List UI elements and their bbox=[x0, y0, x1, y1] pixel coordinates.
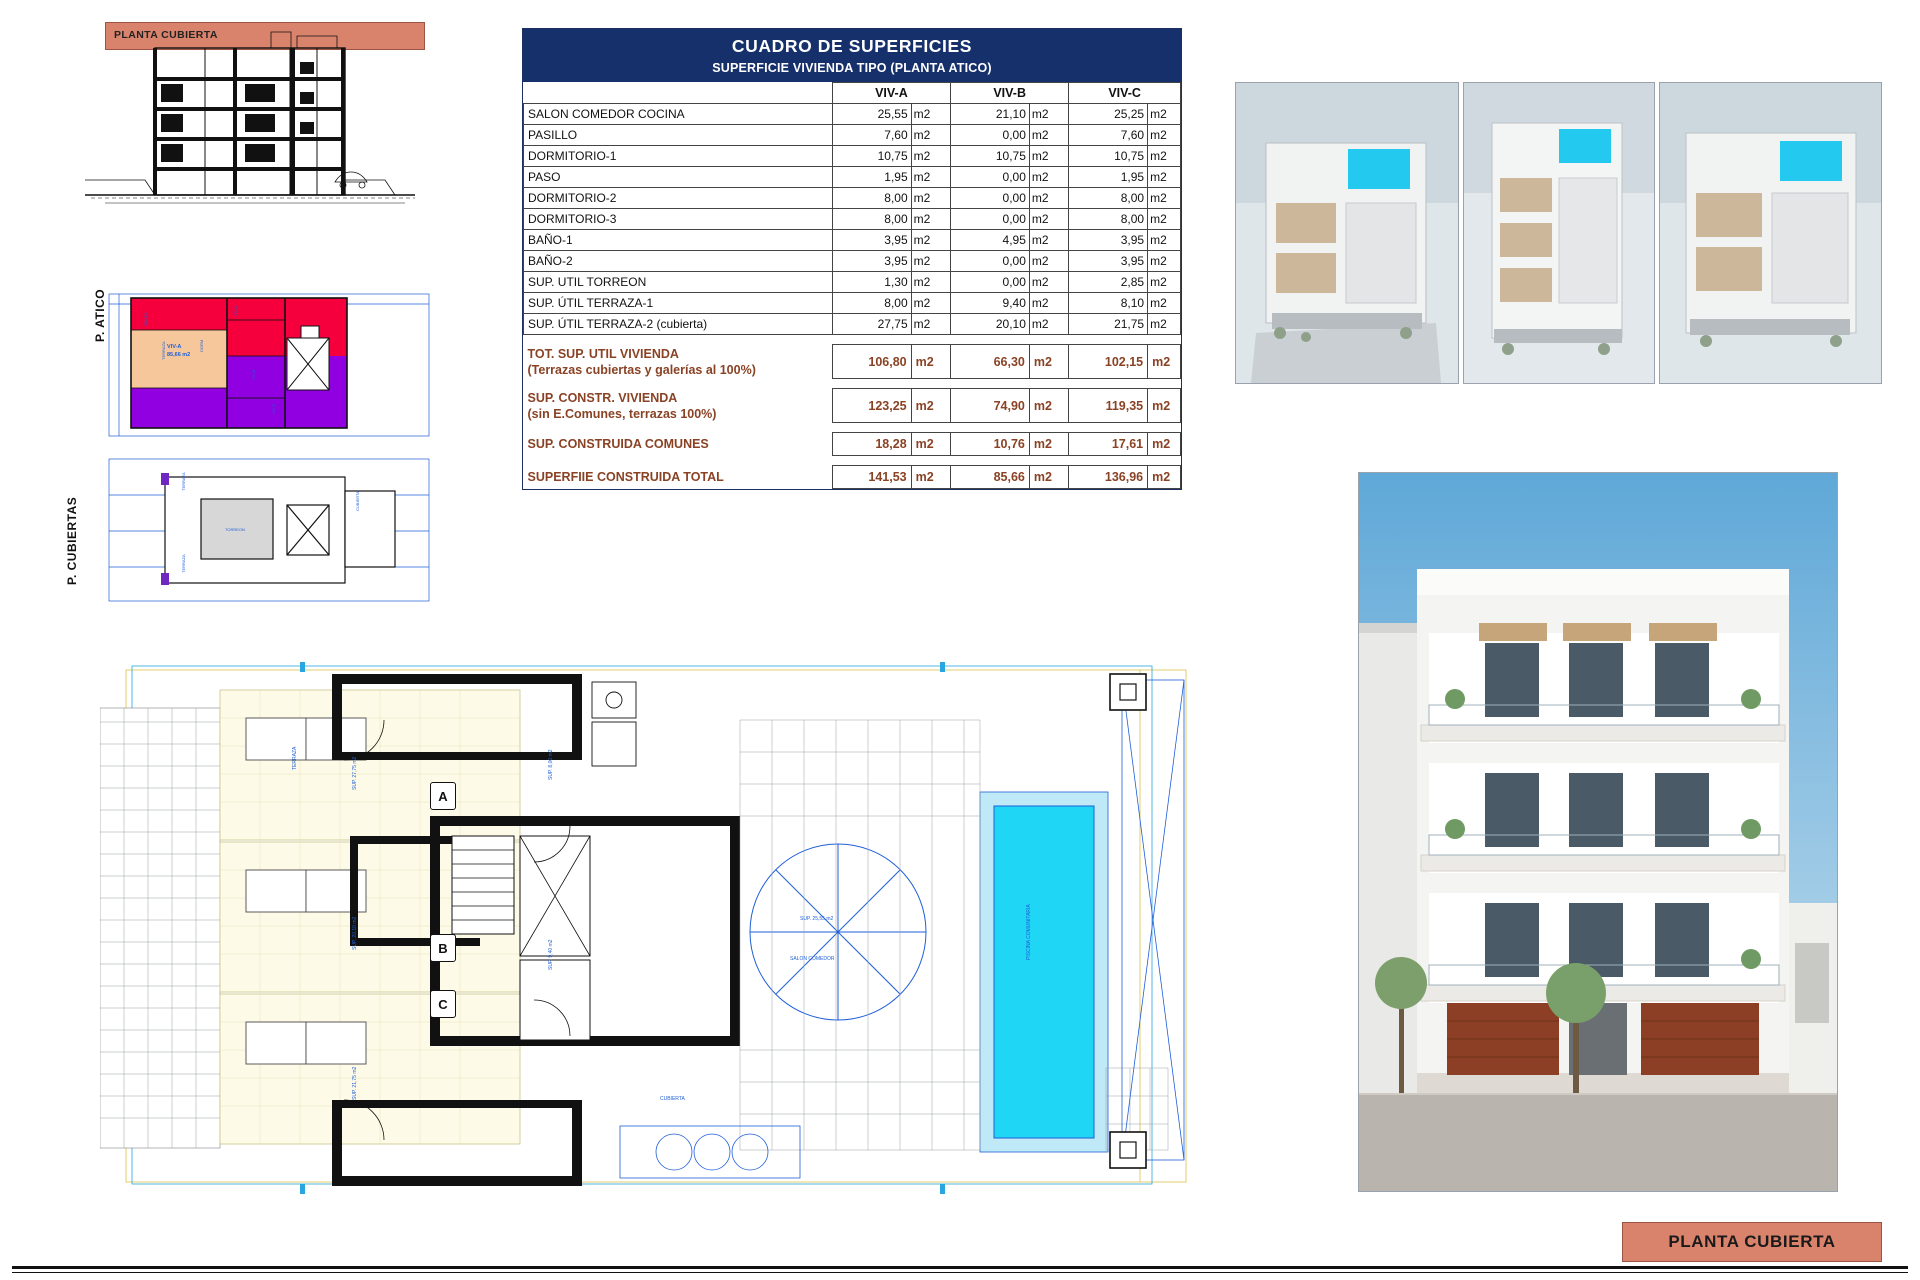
summary-unit: m2 bbox=[1148, 345, 1181, 379]
svg-text:SUP. 8,00 m2: SUP. 8,00 m2 bbox=[548, 749, 554, 780]
row-value: 1,95 bbox=[1069, 167, 1148, 188]
title-block-text: PLANTA CUBIERTA bbox=[1668, 1232, 1836, 1251]
table-row bbox=[524, 104, 1181, 125]
summary-value: 17,61 bbox=[1069, 433, 1148, 456]
table-row bbox=[524, 188, 1181, 209]
aerial-view-left bbox=[1235, 82, 1459, 384]
table-row bbox=[524, 230, 1181, 251]
row-unit: m2 bbox=[911, 230, 950, 251]
row-unit: m2 bbox=[1148, 251, 1181, 272]
row-unit: m2 bbox=[1029, 209, 1068, 230]
atico-color-plan bbox=[93, 288, 435, 440]
row-label: SALON COMEDOR COCINA bbox=[524, 104, 833, 125]
row-unit: m2 bbox=[1029, 146, 1068, 167]
sheet-border-line-2 bbox=[12, 1272, 1908, 1273]
aerial-render-strip bbox=[1235, 82, 1880, 382]
row-value: 0,00 bbox=[951, 188, 1030, 209]
table-row bbox=[524, 272, 1181, 293]
row-value: 8,00 bbox=[1069, 188, 1148, 209]
summary-value: 18,28 bbox=[832, 433, 911, 456]
row-label: DORMITORIO-1 bbox=[524, 146, 833, 167]
svg-text:SUP. 20,10 m2: SUP. 20,10 m2 bbox=[352, 916, 358, 950]
svg-text:VIV-A: VIV-A bbox=[167, 344, 182, 350]
row-value: 25,55 bbox=[832, 104, 911, 125]
table-row bbox=[524, 251, 1181, 272]
row-unit: m2 bbox=[1148, 272, 1181, 293]
svg-text:VIV-B: VIV-B bbox=[251, 369, 256, 380]
table-spacer bbox=[524, 379, 1181, 389]
row-label: BAÑO-1 bbox=[524, 230, 833, 251]
table-summary-row bbox=[524, 466, 1181, 489]
cubiertas-plan-label: P. CUBIERTAS bbox=[65, 496, 79, 585]
row-unit: m2 bbox=[1148, 209, 1181, 230]
row-unit: m2 bbox=[1029, 104, 1068, 125]
row-value: 10,75 bbox=[1069, 146, 1148, 167]
aerial-view-center bbox=[1463, 82, 1655, 384]
title-block bbox=[1622, 1222, 1882, 1262]
col-head-viv-c: VIV-C bbox=[1069, 83, 1181, 104]
summary-label: SUPERFIIE CONSTRUIDA TOTAL bbox=[527, 470, 724, 484]
svg-text:TERRAZA: TERRAZA bbox=[181, 472, 186, 491]
table-row bbox=[524, 293, 1181, 314]
svg-text:TERRAZA: TERRAZA bbox=[292, 746, 298, 770]
row-unit: m2 bbox=[911, 125, 950, 146]
table-row bbox=[524, 167, 1181, 188]
row-value: 21,10 bbox=[951, 104, 1030, 125]
row-unit: m2 bbox=[1029, 272, 1068, 293]
svg-text:VIV-A: VIV-A bbox=[233, 305, 238, 316]
table-row bbox=[524, 146, 1181, 167]
cubiertas-plan bbox=[65, 455, 435, 605]
row-unit: m2 bbox=[911, 209, 950, 230]
summary-value: 119,35 bbox=[1069, 389, 1148, 423]
summary-value: 10,76 bbox=[951, 433, 1030, 456]
table-header-row bbox=[524, 83, 1181, 104]
atico-plan-svg bbox=[105, 290, 435, 440]
atico-plan-label: P. ATICO bbox=[93, 288, 107, 342]
row-unit: m2 bbox=[911, 188, 950, 209]
row-value: 3,95 bbox=[1069, 230, 1148, 251]
row-value: 7,60 bbox=[1069, 125, 1148, 146]
table-row bbox=[524, 314, 1181, 335]
section-svg bbox=[85, 22, 425, 212]
summary-unit: m2 bbox=[1148, 466, 1181, 489]
row-unit: m2 bbox=[1148, 230, 1181, 251]
row-value: 27,75 bbox=[832, 314, 911, 335]
svg-text:DORM: DORM bbox=[199, 339, 204, 352]
summary-unit: m2 bbox=[1029, 466, 1068, 489]
row-unit: m2 bbox=[911, 293, 950, 314]
svg-text:CUBIERTA: CUBIERTA bbox=[660, 1096, 685, 1102]
row-unit: m2 bbox=[911, 146, 950, 167]
row-unit: m2 bbox=[911, 251, 950, 272]
table-summary-row bbox=[524, 389, 1181, 423]
table-row bbox=[524, 125, 1181, 146]
surface-table-title: CUADRO DE SUPERFICIES bbox=[731, 36, 973, 56]
table-spacer bbox=[524, 456, 1181, 466]
floor-plan-svg bbox=[100, 660, 1210, 1200]
row-value: 0,00 bbox=[951, 209, 1030, 230]
svg-text:SALON COMEDOR: SALON COMEDOR bbox=[790, 956, 835, 962]
svg-text:SUP. 21,75 m2: SUP. 21,75 m2 bbox=[352, 1066, 358, 1100]
svg-text:SUP. 27,75 m2: SUP. 27,75 m2 bbox=[352, 756, 358, 790]
row-label: BAÑO-2 bbox=[524, 251, 833, 272]
summary-value: 141,53 bbox=[832, 466, 911, 489]
svg-text:SUP. 25,55 m2: SUP. 25,55 m2 bbox=[800, 916, 834, 922]
row-value: 7,60 bbox=[832, 125, 911, 146]
row-unit: m2 bbox=[911, 272, 950, 293]
summary-label: SUP. CONSTR. VIVIENDA (sin E.Comunes, terrazas 100%) bbox=[527, 390, 717, 421]
row-value: 8,00 bbox=[832, 293, 911, 314]
surface-table bbox=[522, 28, 1182, 490]
surface-table-grid bbox=[523, 82, 1181, 489]
row-unit: m2 bbox=[1148, 314, 1181, 335]
summary-value: 136,96 bbox=[1069, 466, 1148, 489]
col-head-viv-a: VIV-A bbox=[832, 83, 950, 104]
section-label-text: PLANTA CUBIERTA bbox=[114, 29, 218, 41]
table-spacer bbox=[524, 423, 1181, 433]
summary-unit: m2 bbox=[911, 345, 950, 379]
summary-value: 123,25 bbox=[832, 389, 911, 423]
summary-unit: m2 bbox=[1029, 389, 1068, 423]
surface-table-subtitle: SUPERFICIE VIVIENDA TIPO (PLANTA ATICO) bbox=[712, 61, 992, 75]
svg-text:TERRAZA: TERRAZA bbox=[161, 341, 166, 360]
main-floor-plan bbox=[100, 660, 1210, 1200]
row-unit: m2 bbox=[911, 314, 950, 335]
row-unit: m2 bbox=[1029, 293, 1068, 314]
col-head-viv-b: VIV-B bbox=[951, 83, 1069, 104]
surface-table-header bbox=[523, 29, 1181, 82]
summary-value: 106,80 bbox=[832, 345, 911, 379]
svg-text:85,66 m2: 85,66 m2 bbox=[167, 352, 191, 358]
summary-unit: m2 bbox=[1148, 389, 1181, 423]
row-value: 8,00 bbox=[1069, 209, 1148, 230]
row-unit: m2 bbox=[1029, 125, 1068, 146]
row-value: 3,95 bbox=[832, 251, 911, 272]
summary-unit: m2 bbox=[911, 433, 950, 456]
row-value: 25,25 bbox=[1069, 104, 1148, 125]
row-value: 4,95 bbox=[951, 230, 1030, 251]
row-unit: m2 bbox=[1148, 167, 1181, 188]
section-drawing bbox=[85, 22, 425, 212]
row-value: 0,00 bbox=[951, 251, 1030, 272]
summary-value: 85,66 bbox=[951, 466, 1030, 489]
summary-unit: m2 bbox=[1148, 433, 1181, 456]
row-value: 9,40 bbox=[951, 293, 1030, 314]
row-label: PASILLO bbox=[524, 125, 833, 146]
summary-label: SUP. CONSTRUIDA COMUNES bbox=[527, 437, 709, 451]
svg-text:SALON: SALON bbox=[143, 312, 148, 326]
row-unit: m2 bbox=[1148, 188, 1181, 209]
svg-text:VIV-C: VIV-C bbox=[271, 403, 276, 414]
svg-text:TERRAZA: TERRAZA bbox=[181, 554, 186, 573]
summary-label: TOT. SUP. UTIL VIVIENDA (Terrazas cubiertas y galerías al 100%) bbox=[527, 346, 756, 377]
table-summary-row bbox=[524, 433, 1181, 456]
summary-unit: m2 bbox=[1029, 433, 1068, 456]
row-label: SUP. UTIL TORREON bbox=[524, 272, 833, 293]
table-summary-row bbox=[524, 345, 1181, 379]
svg-text:SUP. 9,40 m2: SUP. 9,40 m2 bbox=[548, 939, 554, 970]
unit-badge-a: A bbox=[430, 782, 456, 810]
row-value: 0,00 bbox=[951, 125, 1030, 146]
summary-unit: m2 bbox=[911, 466, 950, 489]
row-value: 1,30 bbox=[832, 272, 911, 293]
row-unit: m2 bbox=[1148, 125, 1181, 146]
row-value: 1,95 bbox=[832, 167, 911, 188]
row-label: SUP. ÚTIL TERRAZA-1 bbox=[524, 293, 833, 314]
row-value: 3,95 bbox=[1069, 251, 1148, 272]
row-unit: m2 bbox=[1148, 104, 1181, 125]
cubiertas-plan-svg bbox=[105, 455, 435, 605]
aerial-view-right bbox=[1659, 82, 1882, 384]
row-unit: m2 bbox=[1029, 251, 1068, 272]
col-head-blank bbox=[524, 83, 833, 104]
row-value: 21,75 bbox=[1069, 314, 1148, 335]
street-facade-render bbox=[1358, 472, 1838, 1192]
row-unit: m2 bbox=[911, 104, 950, 125]
row-value: 8,00 bbox=[832, 209, 911, 230]
row-unit: m2 bbox=[1029, 230, 1068, 251]
unit-badge-c: C bbox=[430, 990, 456, 1018]
table-spacer bbox=[524, 335, 1181, 345]
row-value: 0,00 bbox=[951, 272, 1030, 293]
summary-value: 74,90 bbox=[951, 389, 1030, 423]
row-label: SUP. ÚTIL TERRAZA-2 (cubierta) bbox=[524, 314, 833, 335]
row-value: 20,10 bbox=[951, 314, 1030, 335]
row-value: 10,75 bbox=[951, 146, 1030, 167]
sheet-border-line bbox=[12, 1266, 1908, 1269]
svg-text:TORREON: TORREON bbox=[225, 527, 245, 532]
summary-unit: m2 bbox=[1029, 345, 1068, 379]
row-value: 8,10 bbox=[1069, 293, 1148, 314]
summary-value: 102,15 bbox=[1069, 345, 1148, 379]
summary-value: 66,30 bbox=[951, 345, 1030, 379]
row-label: PASO bbox=[524, 167, 833, 188]
table-row bbox=[524, 209, 1181, 230]
row-unit: m2 bbox=[1029, 314, 1068, 335]
row-value: 8,00 bbox=[832, 188, 911, 209]
row-value: 10,75 bbox=[832, 146, 911, 167]
row-value: 2,85 bbox=[1069, 272, 1148, 293]
row-label: DORMITORIO-3 bbox=[524, 209, 833, 230]
row-label: DORMITORIO-2 bbox=[524, 188, 833, 209]
row-unit: m2 bbox=[911, 167, 950, 188]
row-unit: m2 bbox=[1148, 293, 1181, 314]
row-value: 3,95 bbox=[832, 230, 911, 251]
row-unit: m2 bbox=[1029, 188, 1068, 209]
row-value: 0,00 bbox=[951, 167, 1030, 188]
row-unit: m2 bbox=[1029, 167, 1068, 188]
svg-text:CUBIERTA: CUBIERTA bbox=[355, 491, 360, 511]
svg-text:PISCINA COMUNITARIA: PISCINA COMUNITARIA bbox=[1026, 904, 1032, 960]
row-unit: m2 bbox=[1148, 146, 1181, 167]
summary-unit: m2 bbox=[911, 389, 950, 423]
unit-badge-b: B bbox=[430, 934, 456, 962]
